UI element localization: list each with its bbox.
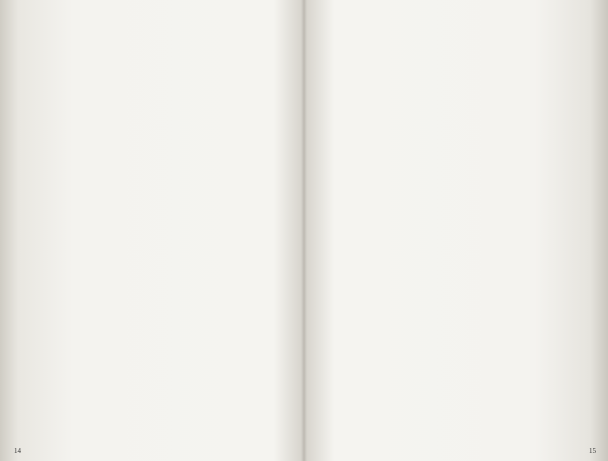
left-page: [0, 0, 300, 461]
right-page: [304, 0, 608, 461]
page-number-right: 15: [589, 447, 596, 455]
page-number-left: 14: [14, 447, 21, 455]
